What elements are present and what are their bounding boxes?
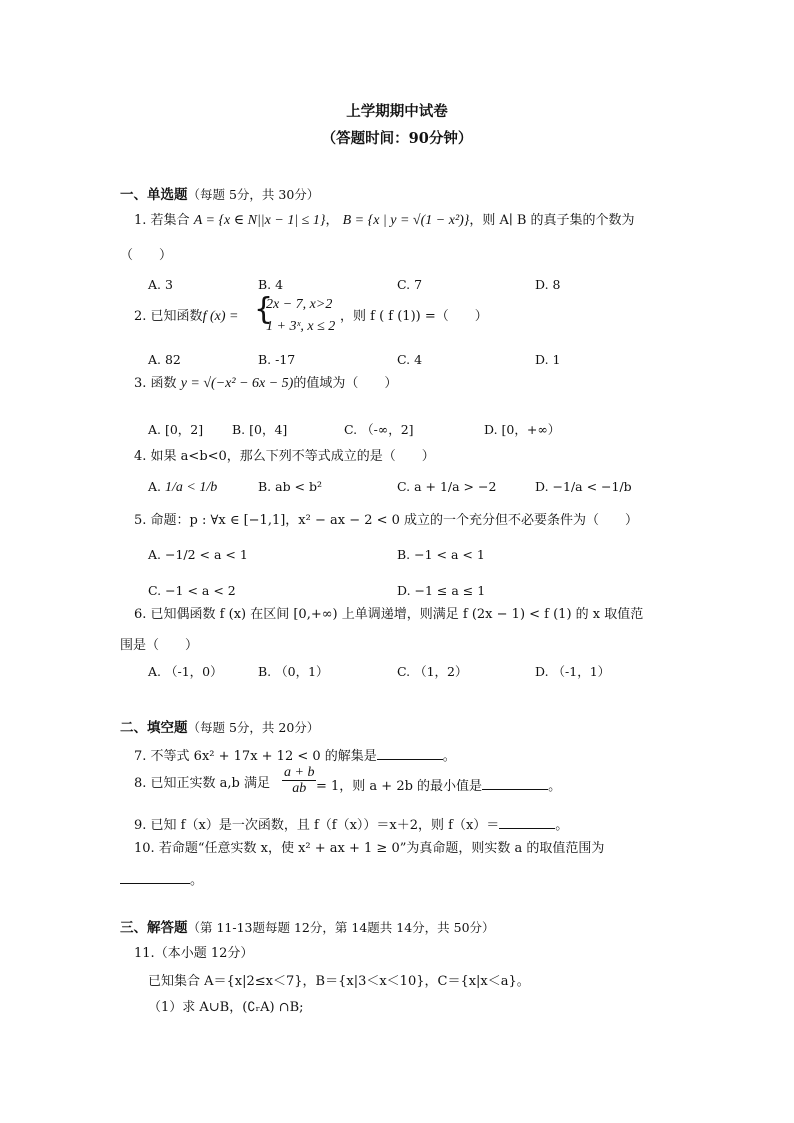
question-text: 若集合 bbox=[150, 213, 190, 228]
option-b: B. 4 bbox=[258, 277, 284, 292]
question-text: 已知 f（x）是一次函数，且 f（f（x））＝x＋2，则 f（x）＝ bbox=[150, 818, 500, 833]
question-text: = 1，则 a + 2b 的最小值是 bbox=[316, 779, 483, 794]
piecewise-case-2: 1 + 3ˣ, x ≤ 2 bbox=[266, 319, 336, 334]
period: 。 bbox=[190, 873, 204, 888]
question-11 bbox=[134, 945, 253, 963]
option-a: A. −1/2 < a < 1 bbox=[148, 547, 248, 562]
section-3-heading bbox=[120, 919, 495, 937]
question-text: 已知函数 bbox=[150, 309, 203, 324]
section-1-heading bbox=[120, 186, 319, 204]
period: 。 bbox=[548, 779, 562, 794]
question-number: 9. bbox=[134, 818, 147, 833]
question-text: 若命题“任意实数 x，使 x² + ax + 1 ≥ 0”为真命题，则实数 a 的取值范围为 bbox=[158, 841, 605, 856]
option-d: D. [0，+∞） bbox=[484, 422, 561, 437]
set-b-expression: B = {x | y = √(1 − x²)} bbox=[342, 213, 470, 228]
option-label: A. bbox=[148, 479, 162, 494]
question-1 bbox=[134, 212, 635, 230]
question-3 bbox=[134, 375, 397, 393]
option-b: B. ab < b² bbox=[258, 479, 323, 494]
section-3-title: 三、解答题 bbox=[120, 920, 188, 936]
answer-blank[interactable] bbox=[120, 869, 190, 884]
option-b: B. -17 bbox=[258, 352, 296, 367]
option-c: C. 4 bbox=[397, 352, 423, 367]
piecewise-case-1: 2x − 7, x>2 bbox=[266, 297, 333, 312]
question-8 bbox=[134, 775, 270, 793]
function-name: f (x) = bbox=[202, 309, 239, 324]
question-11-statement: 已知集合 A＝{x|2≤x＜7}，B＝{x|3＜x＜10}，C＝{x|x＜a}。 bbox=[148, 974, 530, 989]
question-number: 2. bbox=[134, 309, 147, 324]
question-6 bbox=[134, 606, 643, 624]
question-text: 已知正实数 a,b 满足 bbox=[150, 776, 271, 791]
question-6-continuation: 围是（ ） bbox=[120, 638, 199, 653]
question-4 bbox=[134, 448, 435, 466]
option-a: A. （-1，0） bbox=[148, 664, 223, 679]
option-b: B. （0，1） bbox=[258, 664, 329, 679]
section-2-title: 二、填空题 bbox=[120, 720, 188, 736]
section-3-note: （第 11-13题每题 12分，第 14题共 14分，共 50分） bbox=[187, 920, 495, 935]
question-number: 1. bbox=[134, 213, 147, 228]
option-c: C. 7 bbox=[397, 277, 423, 292]
question-text-tail: ，则 A∣ B 的真子集的个数为 bbox=[469, 213, 635, 228]
fraction-numerator: a + b bbox=[284, 765, 315, 780]
option-d: D. 8 bbox=[535, 277, 561, 292]
question-number: 10. bbox=[134, 841, 155, 856]
question-2 bbox=[134, 308, 238, 326]
option-c: C. （1，2） bbox=[397, 664, 468, 679]
section-1-title: 一、单选题 bbox=[120, 187, 188, 203]
question-5 bbox=[134, 512, 638, 530]
option-a: A. 82 bbox=[148, 352, 181, 367]
question-text-tail: 的值域为（ ） bbox=[293, 376, 398, 391]
period: 。 bbox=[442, 749, 456, 764]
question-11-part-1: （1）求 A∪B，(∁ᵣA) ∩B; bbox=[148, 1000, 304, 1015]
comma: ， bbox=[325, 213, 339, 228]
question-number: 3. bbox=[134, 376, 147, 391]
question-text: 如果 a<b<0，那么下列不等式成立的是（ ） bbox=[150, 449, 435, 464]
option-b: B. −1 < a < 1 bbox=[397, 547, 485, 562]
option-a-expression: 1/a < 1/b bbox=[165, 480, 218, 495]
question-10-continuation bbox=[120, 869, 203, 890]
question-text: 函数 bbox=[150, 376, 177, 391]
section-2-note: （每题 5分，共 20分） bbox=[187, 720, 320, 735]
question-8-tail bbox=[316, 775, 561, 796]
piecewise-brace: { bbox=[254, 292, 274, 327]
question-number: 7. bbox=[134, 749, 147, 764]
answer-blank[interactable] bbox=[482, 775, 548, 790]
option-c: C. （-∞，2] bbox=[344, 422, 414, 437]
question-number: 5. bbox=[134, 513, 147, 528]
option-d: D. −1 ≤ a ≤ 1 bbox=[397, 583, 486, 598]
option-a: A. 3 bbox=[148, 277, 173, 292]
question-number: 8. bbox=[134, 776, 147, 791]
answer-blank[interactable] bbox=[499, 814, 555, 829]
question-number: 6. bbox=[134, 607, 147, 622]
function-expression: y = √(−x² − 6x − 5) bbox=[180, 376, 294, 391]
option-a: A. [0，2] bbox=[148, 422, 204, 437]
answer-blank[interactable] bbox=[377, 745, 443, 760]
exam-subtitle: （答题时间：90分钟） bbox=[321, 130, 473, 147]
option-d: D. −1/a < −1/b bbox=[535, 479, 632, 494]
exam-title: 上学期期中试卷 bbox=[346, 103, 448, 120]
question-text: 命题：p : ∀x ∈ [−1,1]，x² − ax − 2 < 0 成立的一个充分但不必要条件为（ ） bbox=[150, 513, 639, 528]
set-a-expression: A = {x ∈ N||x − 1| ≤ 1} bbox=[193, 213, 326, 228]
fraction bbox=[282, 765, 316, 796]
question-number: 11. bbox=[134, 946, 155, 961]
question-7 bbox=[134, 745, 456, 766]
question-text: 不等式 6x² + 17x + 12 < 0 的解集是 bbox=[150, 749, 377, 764]
option-a bbox=[148, 478, 217, 497]
option-c: C. −1 < a < 2 bbox=[148, 583, 236, 598]
section-2-heading bbox=[120, 719, 319, 737]
option-c: C. a + 1/a > −2 bbox=[397, 479, 497, 494]
question-text: 已知偶函数 f (x) 在区间 [0,+∞) 上单调递增，则满足 f (2x − 1) < f (1) 的 x 取值范 bbox=[150, 607, 644, 622]
question-number: 4. bbox=[134, 449, 147, 464]
option-d: D. 1 bbox=[535, 352, 561, 367]
answer-paren: （ ） bbox=[120, 248, 173, 263]
option-d: D. （-1，1） bbox=[535, 664, 611, 679]
question-text-tail: ，则 f ( f (1)) =（ ） bbox=[340, 309, 488, 324]
question-score: （本小题 12分） bbox=[154, 946, 254, 961]
question-10 bbox=[134, 840, 604, 858]
period: 。 bbox=[555, 818, 569, 833]
question-9 bbox=[134, 814, 568, 835]
section-1-note: （每题 5分，共 30分） bbox=[187, 187, 320, 202]
fraction-denominator: ab bbox=[292, 781, 307, 796]
option-b: B. [0，4] bbox=[232, 422, 288, 437]
